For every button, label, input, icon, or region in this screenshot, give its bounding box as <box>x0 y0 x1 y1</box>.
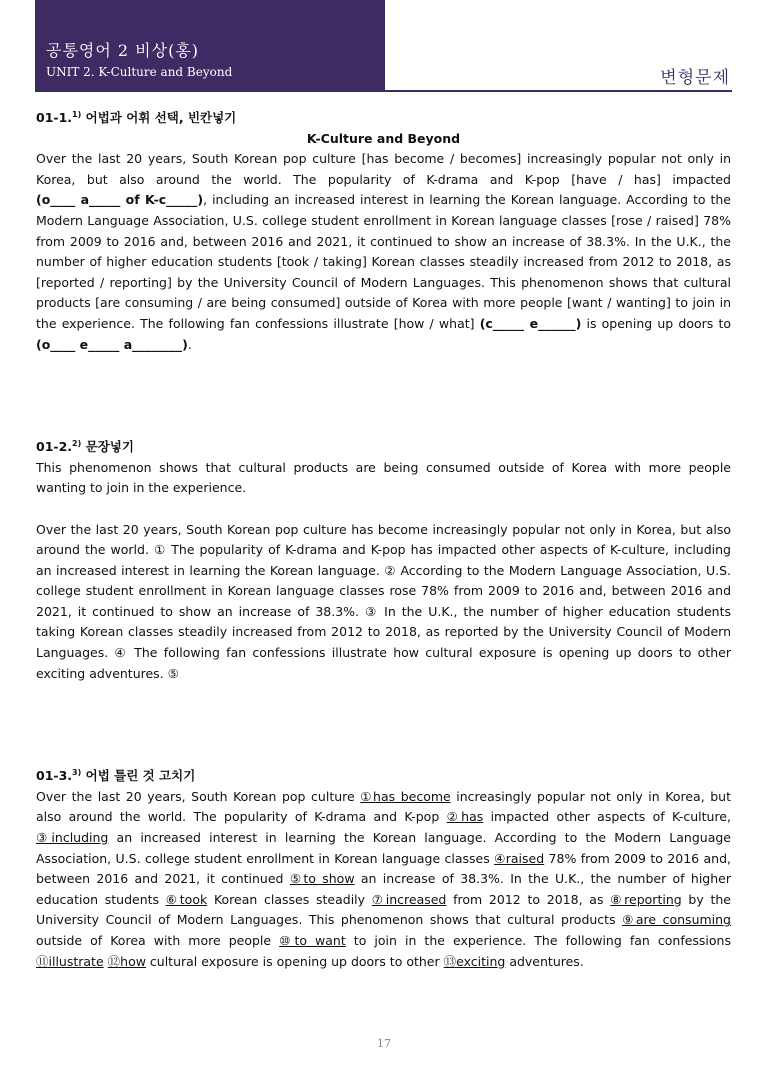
section-2-footnote-ref: 2) <box>72 438 82 448</box>
passage-text: from 2012 to 2018, as <box>446 891 611 907</box>
section-1-footnote-ref: 1) <box>72 109 82 119</box>
blank-hint: (c_____ e______) <box>479 315 582 331</box>
passage-text: by the University Council of Modern Languages. This phenomenon shows that cultural products <box>36 891 732 928</box>
section-3-title: 어법 틀린 것 고치기 <box>85 768 196 784</box>
numbered-underlined-item: ⑦increased <box>371 891 447 907</box>
passage-text: outside of Korea with more people <box>36 933 280 948</box>
spacer <box>36 355 731 437</box>
numbered-underlined-item: ②has <box>446 809 484 825</box>
section-2-number: 01-2. <box>36 439 73 455</box>
section-1-number: 01-1. <box>36 110 73 125</box>
numbered-underlined-item: ⑤to show <box>289 871 355 887</box>
header-title: 공통영어 2 비상(홍) <box>46 41 200 60</box>
header-right-label: 변형문제 <box>660 68 730 88</box>
section-2-passage: Over the last 20 years, South Korean pop culture has become increasingly popular not only in Korea, but also around the world. ① The popularity of K-drama and K-pop has impacted other aspects of K-culture, including an increased interest in learning the Korean language. ② According to the Modern Language Association, U.S. college student enrollment in Korean language classes rose 78% from 2009 to 2016 and, between 2016 and 2021, it continued to show an increase of 38.3%. ③ In the U.K., the number of higher education students taking Korean classes steadily increased from 2012 to 2018, as reported by the University Council of Modern Languages. ④ The following fan confessions illustrate how cultural exposure is opening up doors to other exciting adventures. ⑤ <box>36 521 731 681</box>
section-3-heading <box>36 766 731 787</box>
numbered-underlined-item: ①has become <box>360 788 451 804</box>
passage-text: increasingly popular not only in Korea, but also around the world. The popularity of K-drama and K-pop <box>36 788 731 825</box>
numbered-underlined-item: ④raised <box>494 850 545 866</box>
header-subtitle: UNIT 2. K-Culture and Beyond <box>46 65 233 79</box>
section-1-passage <box>36 149 731 355</box>
section-2-title: 문장넣기 <box>85 439 134 455</box>
section-1-title: 어법과 어휘 선택, 빈칸넣기 <box>85 110 237 125</box>
numbered-underlined-item: ⑩to want <box>279 933 346 948</box>
given-sentence: This phenomenon shows that cultural products are being consumed outside of Korea with more people wanting to join in the experience. <box>36 459 731 496</box>
section-2-heading <box>36 437 731 458</box>
passage-text: 78% from 2009 to 2016 and, between 2016 and 2021, it continued <box>36 850 732 887</box>
numbered-underlined-item: ⑨are consuming <box>622 912 731 928</box>
passage-text: . <box>187 336 192 352</box>
blank-hint: (o____ a_____ of K-c_____) <box>36 192 204 208</box>
passage-text: an increase of 38.3%. In the U.K., the number of higher education students <box>36 871 731 907</box>
section-3-number: 01-3. <box>36 768 73 784</box>
numbered-underlined-item: ⑥took <box>165 891 208 907</box>
passage-text: Korean classes steadily <box>207 891 372 907</box>
passage-title: K-Culture and Beyond <box>306 130 461 146</box>
numbered-underlined-item: ⑪illustrate <box>36 953 104 969</box>
page-number: 17 <box>377 1037 391 1050</box>
spacer <box>36 684 731 766</box>
header-rule <box>35 90 732 92</box>
passage-text: impacted other aspects of K-culture, <box>483 809 731 825</box>
numbered-underlined-item: ⑬exciting <box>443 953 506 969</box>
section-3-passage <box>36 787 731 972</box>
passage-text: Over the last 20 years, South Korean pop culture <box>36 788 361 804</box>
passage-text: to join in the experience. The following fan confessions <box>345 933 731 948</box>
numbered-underlined-item: ⑫how <box>107 953 146 969</box>
spacer <box>36 499 731 520</box>
document-body <box>36 108 731 972</box>
passage-text: an increased interest in learning the Korean language. According to the Modern Language Association, U.S. college student enrollment in Korean language classes <box>36 830 731 866</box>
passage-text: Over the last 20 years, South Korean pop culture [has become / becomes] increasingly popular not only in Korea, but also around the world. The popularity of K-drama and K-pop [have / has] impacted <box>36 151 731 187</box>
passage-text: adventures. <box>505 953 584 969</box>
blank-hint: (o____ e_____ a________) <box>36 336 188 352</box>
numbered-underlined-item: ⑧reporting <box>610 891 682 907</box>
section-3-footnote-ref: 3) <box>72 768 82 778</box>
header-banner <box>35 0 385 91</box>
passage-text: is opening up doors to <box>581 315 731 331</box>
section-1-heading <box>36 108 731 129</box>
passage-text: , including an increased interest in learning the Korean language. According to the Modern Language Association, U.S. college student enrollment in Korean language classes [rose / raised] 78% from 2009 to 2016 and, between 2016 and 2021, it continued to show an increase of 38.3%. In the U.K., the number of higher education students [took / taking] Korean classes steadily increased from 2012 to 2018, as [reported / reporting] by the University Council of Modern Languages. This phenomenon shows that cultural products [are consuming / are being consumed] outside of Korea with more people [want / wanting] to join in the experience. The following fan confessions illustrate [how / what] <box>36 192 731 331</box>
passage-text: cultural exposure is opening up doors to other <box>145 953 444 969</box>
numbered-underlined-item: ③including <box>36 830 109 846</box>
